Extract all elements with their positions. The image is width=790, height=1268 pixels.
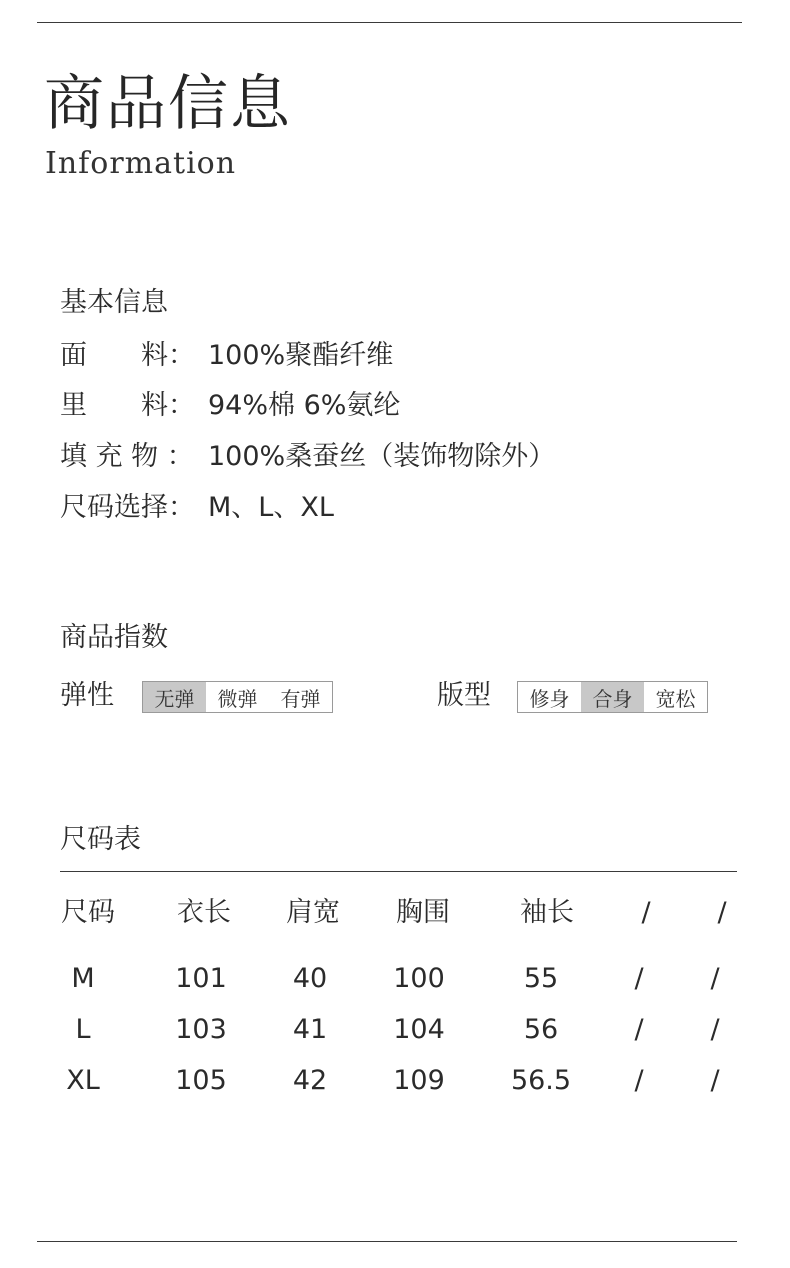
elasticity-label: 弹性 xyxy=(60,680,114,711)
size-chart-heading: 尺码表 xyxy=(60,824,141,855)
elasticity-scale xyxy=(142,681,333,713)
column-header-length: 衣长 xyxy=(177,897,231,928)
info-value: 94%棉 6%氨纶 xyxy=(208,390,401,421)
info-row-lining xyxy=(60,389,400,423)
table-cell: 56 xyxy=(523,1014,559,1045)
table-cell: L xyxy=(75,1014,91,1045)
table-cell: / xyxy=(710,1065,720,1096)
size-chart-divider xyxy=(60,871,737,872)
fit-option-slim: 修身 xyxy=(529,686,570,711)
table-cell: 105 xyxy=(175,1065,227,1096)
table-cell: / xyxy=(710,1014,720,1045)
info-label: 面 料： xyxy=(60,340,195,371)
table-cell: / xyxy=(634,963,644,994)
column-header-sleeve: 袖长 xyxy=(520,897,574,928)
column-header-shoulder: 肩宽 xyxy=(286,897,340,928)
table-cell: 42 xyxy=(292,1065,328,1096)
elasticity-option-slight: 微弹 xyxy=(217,686,258,711)
table-cell: 40 xyxy=(292,963,328,994)
info-row-sizes xyxy=(60,491,334,525)
table-cell: 104 xyxy=(393,1014,445,1045)
elasticity-option-none: 无弹 xyxy=(143,682,206,712)
column-header-blank-2: / xyxy=(717,897,727,928)
bottom-divider xyxy=(37,1241,737,1242)
info-label: 填 充 物 ： xyxy=(60,441,194,472)
table-cell: 103 xyxy=(175,1014,227,1045)
page-title: 商品信息 xyxy=(44,69,292,139)
table-cell: / xyxy=(634,1065,644,1096)
basic-info-heading: 基本信息 xyxy=(60,287,168,318)
table-cell: XL xyxy=(66,1065,100,1096)
table-cell: 100 xyxy=(393,963,445,994)
table-cell: 101 xyxy=(175,963,227,994)
column-header-blank-1: / xyxy=(641,897,651,928)
top-divider xyxy=(37,22,742,23)
page-subtitle: Information xyxy=(45,146,237,181)
table-cell: 55 xyxy=(523,963,559,994)
column-header-size: 尺码 xyxy=(61,897,115,928)
table-cell: 109 xyxy=(393,1065,445,1096)
fit-label: 版型 xyxy=(437,680,491,711)
column-header-chest: 胸围 xyxy=(396,897,450,928)
info-value: M、L、XL xyxy=(208,492,334,523)
table-cell: 41 xyxy=(292,1014,328,1045)
elasticity-option-stretch: 有弹 xyxy=(280,686,321,711)
info-value: 100%聚酯纤维 xyxy=(208,340,394,371)
table-cell: M xyxy=(71,963,95,994)
info-label: 尺码选择： xyxy=(60,492,195,523)
info-row-fabric xyxy=(60,339,393,373)
fit-option-regular: 合身 xyxy=(581,682,644,712)
table-cell: 56.5 xyxy=(510,1065,572,1096)
info-label: 里 料： xyxy=(60,390,195,421)
table-cell: / xyxy=(710,963,720,994)
fit-option-loose: 宽松 xyxy=(655,686,696,711)
info-row-filling xyxy=(60,440,555,474)
info-value: 100%桑蚕丝（装饰物除外） xyxy=(208,441,556,472)
product-index-heading: 商品指数 xyxy=(60,622,168,653)
fit-scale xyxy=(517,681,708,713)
table-cell: / xyxy=(634,1014,644,1045)
